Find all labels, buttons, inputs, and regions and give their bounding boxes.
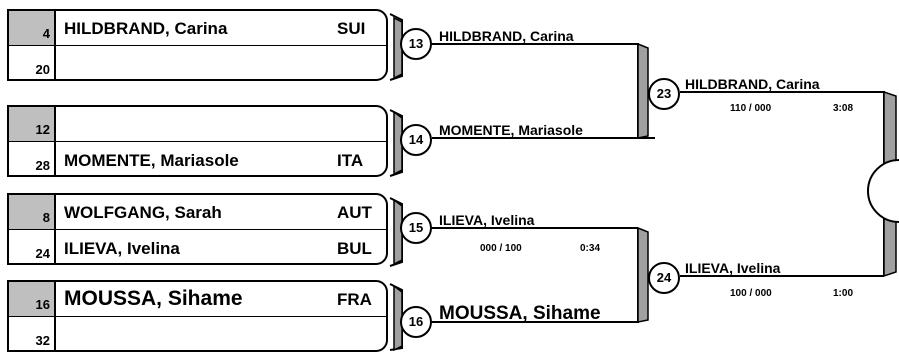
line-match-23 [680, 92, 884, 276]
seed-cell [9, 11, 56, 45]
match-time: 0:34 [580, 243, 601, 254]
seed-cell [9, 107, 56, 141]
winner-name: ILIEVA, Ivelina [439, 212, 535, 228]
shade-round3-top [638, 44, 648, 138]
match-number-circle[interactable]: 14 [400, 124, 432, 156]
entry-row[interactable] [9, 317, 386, 352]
entry-row[interactable] [9, 46, 386, 81]
seed-number: 32 [35, 333, 50, 348]
pair-box-2 [7, 105, 388, 177]
entry-row[interactable] [9, 195, 386, 230]
seed-number: 28 [35, 158, 50, 173]
shade-round3-bottom [638, 228, 648, 322]
pair-box-1 [7, 9, 388, 81]
seed-cell [9, 230, 56, 265]
match-score: 100 / 000 [730, 288, 772, 299]
match-score: 000 / 100 [480, 243, 522, 254]
seed-number: 20 [35, 62, 50, 77]
winner-name: HILDBRAND, Carina [685, 76, 820, 92]
player-country: BUL [337, 239, 372, 258]
entry-row[interactable] [9, 142, 386, 177]
winner-name: MOUSSA, Sihame [439, 303, 601, 324]
match-number-circle[interactable]: 13 [400, 28, 432, 60]
seed-number: 16 [35, 297, 50, 312]
entry-row[interactable] [9, 107, 386, 142]
player-name: HILDBRAND, Carina [64, 19, 228, 38]
seed-number: 4 [42, 26, 50, 41]
seed-cell [9, 282, 56, 316]
winner-name: ILIEVA, Ivelina [685, 260, 781, 276]
entry-row[interactable] [9, 282, 386, 317]
seed-cell [9, 317, 56, 352]
player-country: FRA [337, 290, 372, 309]
seed-cell [9, 195, 56, 229]
seed-cell [9, 46, 56, 81]
pair-box-3 [7, 193, 388, 265]
player-country: AUT [337, 203, 372, 222]
winner-name: MOMENTE, Mariasole [439, 122, 583, 138]
seed-number: 8 [42, 210, 50, 225]
player-country: SUI [337, 19, 366, 38]
player-name: MOUSSA, Sihame [64, 287, 243, 310]
entry-row[interactable] [9, 11, 386, 46]
player-name: ILIEVA, Ivelina [64, 239, 180, 258]
seed-cell [9, 142, 56, 177]
match-number-circle[interactable]: 23 [648, 78, 680, 110]
winner-name: HILDBRAND, Carina [439, 28, 574, 44]
seed-number: 24 [35, 246, 50, 261]
match-number-circle[interactable]: 16 [400, 306, 432, 338]
pair-box-4 [7, 280, 388, 352]
match-number-circle[interactable]: 24 [648, 262, 680, 294]
match-time: 3:08 [833, 103, 854, 114]
match-score: 110 / 000 [730, 103, 772, 114]
player-name: WOLFGANG, Sarah [64, 203, 222, 222]
entry-row[interactable] [9, 230, 386, 265]
player-country: ITA [337, 151, 364, 170]
player-name: MOMENTE, Mariasole [64, 151, 239, 170]
match-time: 1:00 [833, 288, 854, 299]
seed-number: 12 [35, 122, 50, 137]
final-arc [868, 160, 899, 222]
match-number-circle[interactable]: 15 [400, 212, 432, 244]
